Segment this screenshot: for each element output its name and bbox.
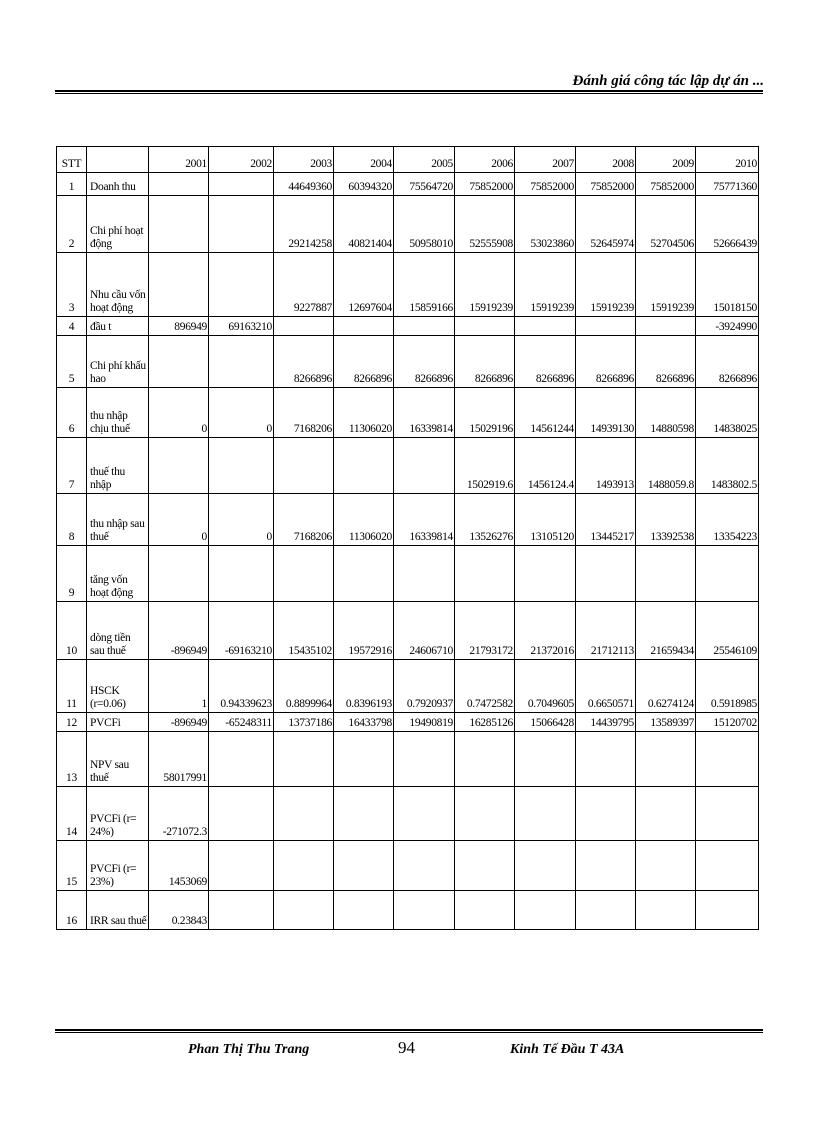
- table-cell: 15018150: [696, 253, 759, 317]
- financial-table: [56, 146, 759, 930]
- table-cell: [209, 787, 274, 841]
- table-cell: 14880598: [636, 388, 696, 438]
- row-number: 7: [57, 438, 87, 494]
- table-cell: [149, 253, 209, 317]
- table-row: [57, 317, 759, 336]
- table-cell: -896949: [149, 713, 209, 732]
- table-cell: [274, 546, 334, 602]
- table-row: [57, 196, 759, 253]
- table-cell: 19490819: [394, 713, 455, 732]
- table-row: [57, 891, 759, 930]
- table-cell: 1483802.5: [696, 438, 759, 494]
- table-cell: 1453069: [149, 841, 209, 891]
- table-cell: 13354223: [696, 494, 759, 546]
- page-number: 94: [398, 1038, 415, 1057]
- table-cell: 15066428: [515, 713, 576, 732]
- row-number: 12: [57, 713, 87, 732]
- table-cell: [209, 336, 274, 388]
- table-cell: 52555908: [455, 196, 515, 253]
- table-cell: 14939130: [576, 388, 636, 438]
- table-cell: 21372016: [515, 602, 576, 660]
- table-cell: 21793172: [455, 602, 515, 660]
- table-cell: [455, 732, 515, 787]
- row-number: 4: [57, 317, 87, 336]
- table-cell: [149, 173, 209, 196]
- table-cell: [394, 841, 455, 891]
- row-number: 6: [57, 388, 87, 438]
- table-cell: [149, 546, 209, 602]
- row-number: 9: [57, 546, 87, 602]
- table-cell: [334, 317, 394, 336]
- table-cell: [696, 891, 759, 930]
- table-cell: 16285126: [455, 713, 515, 732]
- table-cell: [515, 787, 576, 841]
- table-row: [57, 546, 759, 602]
- table-cell: 75564720: [394, 173, 455, 196]
- row-label: Doanh thu: [87, 173, 149, 196]
- table-cell: [274, 317, 334, 336]
- row-label: Chi phí hoạt động: [87, 196, 149, 253]
- table-cell: 13392538: [636, 494, 696, 546]
- table-cell: 25546109: [696, 602, 759, 660]
- table-cell: 0.6650571: [576, 660, 636, 713]
- table-cell: 12697604: [334, 253, 394, 317]
- row-number: 11: [57, 660, 87, 713]
- table-cell: [696, 732, 759, 787]
- table-cell: 19572916: [334, 602, 394, 660]
- table-cell: 16339814: [394, 388, 455, 438]
- table-cell: [515, 546, 576, 602]
- table-cell: 0.5918985: [696, 660, 759, 713]
- table-cell: [394, 317, 455, 336]
- table-cell: [394, 787, 455, 841]
- row-label: Nhu cầu vốn hoạt động: [87, 253, 149, 317]
- table-cell: 15120702: [696, 713, 759, 732]
- table-cell: 896949: [149, 317, 209, 336]
- table-cell: 75852000: [636, 173, 696, 196]
- table-cell: 24606710: [394, 602, 455, 660]
- row-label: thu nhập sau thuế: [87, 494, 149, 546]
- table-cell: [149, 438, 209, 494]
- column-header: 2001: [149, 147, 209, 173]
- table-cell: 1493913: [576, 438, 636, 494]
- table-cell: 7168206: [274, 494, 334, 546]
- table-cell: [636, 546, 696, 602]
- table-cell: [455, 787, 515, 841]
- table-cell: 14439795: [576, 713, 636, 732]
- table-cell: [636, 841, 696, 891]
- table-cell: 0.94339623: [209, 660, 274, 713]
- table-cell: -65248311: [209, 713, 274, 732]
- column-header: 2010: [696, 147, 759, 173]
- row-number: 16: [57, 891, 87, 930]
- table-cell: 13445217: [576, 494, 636, 546]
- table-cell: 40821404: [334, 196, 394, 253]
- row-number: 13: [57, 732, 87, 787]
- table-cell: [636, 732, 696, 787]
- table-cell: 0.7472582: [455, 660, 515, 713]
- table-cell: 0.23843: [149, 891, 209, 930]
- table-cell: 15919239: [455, 253, 515, 317]
- table-cell: 15919239: [636, 253, 696, 317]
- table-cell: [515, 891, 576, 930]
- table-cell: [274, 841, 334, 891]
- row-number: 10: [57, 602, 87, 660]
- table-cell: 16433798: [334, 713, 394, 732]
- footer-rule: [55, 1029, 763, 1033]
- table-cell: [394, 546, 455, 602]
- row-label: IRR sau thuế: [87, 891, 149, 930]
- table-cell: 1456124.4: [515, 438, 576, 494]
- table-cell: 0: [209, 494, 274, 546]
- table-cell: 0: [149, 388, 209, 438]
- table-cell: 29214258: [274, 196, 334, 253]
- table-cell: 8266896: [274, 336, 334, 388]
- header-rule: [55, 90, 763, 94]
- table-cell: [515, 732, 576, 787]
- table-cell: 15435102: [274, 602, 334, 660]
- table-cell: [209, 196, 274, 253]
- table-cell: 50958010: [394, 196, 455, 253]
- table-cell: 0.8899964: [274, 660, 334, 713]
- table-cell: [334, 841, 394, 891]
- table-cell: 7168206: [274, 388, 334, 438]
- row-number: 14: [57, 787, 87, 841]
- table-cell: 21659434: [636, 602, 696, 660]
- table-cell: 13737186: [274, 713, 334, 732]
- table-cell: 9227887: [274, 253, 334, 317]
- table-cell: 13589397: [636, 713, 696, 732]
- table-cell: 8266896: [394, 336, 455, 388]
- table-row: [57, 787, 759, 841]
- table-cell: -896949: [149, 602, 209, 660]
- table-row: [57, 173, 759, 196]
- row-label: tăng vốn hoạt động: [87, 546, 149, 602]
- column-header: 2005: [394, 147, 455, 173]
- table-cell: [149, 196, 209, 253]
- table-cell: 15919239: [515, 253, 576, 317]
- table-cell: 8266896: [636, 336, 696, 388]
- table-row: [57, 732, 759, 787]
- table-cell: [334, 787, 394, 841]
- table-cell: 75771360: [696, 173, 759, 196]
- table-cell: 69163210: [209, 317, 274, 336]
- table-cell: 75852000: [515, 173, 576, 196]
- table-cell: 75852000: [576, 173, 636, 196]
- table-row: [57, 841, 759, 891]
- column-header: 2004: [334, 147, 394, 173]
- row-label: dòng tiền sau thuế: [87, 602, 149, 660]
- table-cell: [334, 438, 394, 494]
- table-cell: [455, 546, 515, 602]
- column-header: 2002: [209, 147, 274, 173]
- table-cell: 13526276: [455, 494, 515, 546]
- table-cell: [394, 891, 455, 930]
- table-cell: 21712113: [576, 602, 636, 660]
- table-cell: [334, 546, 394, 602]
- table-cell: [576, 787, 636, 841]
- table-cell: 53023860: [515, 196, 576, 253]
- table-cell: [515, 841, 576, 891]
- table-cell: 8266896: [455, 336, 515, 388]
- table-cell: 58017991: [149, 732, 209, 787]
- table-cell: 75852000: [455, 173, 515, 196]
- table-cell: [209, 546, 274, 602]
- table-header-row: [57, 147, 759, 173]
- table-cell: [209, 732, 274, 787]
- table-cell: [209, 438, 274, 494]
- row-label: Chi phí khấu hao: [87, 336, 149, 388]
- column-header: 2003: [274, 147, 334, 173]
- table-cell: 0: [209, 388, 274, 438]
- row-label: PVCFi (r= 24%): [87, 787, 149, 841]
- table-cell: [334, 732, 394, 787]
- table-cell: [576, 317, 636, 336]
- table-cell: 52645974: [576, 196, 636, 253]
- column-header: 2009: [636, 147, 696, 173]
- footer-class: Kinh Tế Đầu T 43A: [510, 1042, 625, 1057]
- table-cell: 15859166: [394, 253, 455, 317]
- table-cell: [455, 317, 515, 336]
- table-row: [57, 438, 759, 494]
- table-cell: -69163210: [209, 602, 274, 660]
- table-cell: 1: [149, 660, 209, 713]
- table-cell: [274, 891, 334, 930]
- table-cell: 15029196: [455, 388, 515, 438]
- table-cell: 14561244: [515, 388, 576, 438]
- table-cell: 8266896: [576, 336, 636, 388]
- table-cell: 8266896: [334, 336, 394, 388]
- table-cell: 0: [149, 494, 209, 546]
- table-cell: [209, 841, 274, 891]
- table-cell: [636, 317, 696, 336]
- table-cell: [576, 891, 636, 930]
- table-cell: 8266896: [515, 336, 576, 388]
- table-cell: 1488059.8: [636, 438, 696, 494]
- table-cell: 16339814: [394, 494, 455, 546]
- footer-author: Phan Thị Thu Trang: [188, 1042, 310, 1057]
- table-cell: [394, 732, 455, 787]
- table-cell: 11306020: [334, 494, 394, 546]
- table-cell: 0.7049605: [515, 660, 576, 713]
- table-cell: [274, 438, 334, 494]
- table-cell: 44649360: [274, 173, 334, 196]
- table-cell: [334, 891, 394, 930]
- table-cell: [455, 841, 515, 891]
- table-cell: 8266896: [696, 336, 759, 388]
- row-number: 15: [57, 841, 87, 891]
- row-label: NPV sau thuế: [87, 732, 149, 787]
- table-row: [57, 494, 759, 546]
- table-cell: 0.8396193: [334, 660, 394, 713]
- column-header: 2008: [576, 147, 636, 173]
- row-label: PVCFi: [87, 713, 149, 732]
- column-header: 2006: [455, 147, 515, 173]
- table-cell: -271072.3: [149, 787, 209, 841]
- column-header: 2007: [515, 147, 576, 173]
- table-cell: 15919239: [576, 253, 636, 317]
- table-row: [57, 602, 759, 660]
- row-number: 2: [57, 196, 87, 253]
- column-header: [87, 147, 149, 173]
- table-cell: [636, 891, 696, 930]
- table-cell: 11306020: [334, 388, 394, 438]
- table-cell: [394, 438, 455, 494]
- table-cell: [209, 891, 274, 930]
- row-number: 3: [57, 253, 87, 317]
- table-cell: [696, 787, 759, 841]
- table-cell: [209, 173, 274, 196]
- table-row: [57, 388, 759, 438]
- table-row: [57, 660, 759, 713]
- row-label: thuế thu nhập: [87, 438, 149, 494]
- table-row: [57, 253, 759, 317]
- table-row: [57, 713, 759, 732]
- table-cell: 13105120: [515, 494, 576, 546]
- column-header: STT: [57, 147, 87, 173]
- table-row: [57, 336, 759, 388]
- table-cell: [274, 787, 334, 841]
- table-cell: [455, 891, 515, 930]
- header-title: Đánh giá công tác lập dự án ...: [572, 73, 764, 89]
- table-cell: [209, 253, 274, 317]
- row-label: HSCK (r=0.06): [87, 660, 149, 713]
- table-cell: [636, 787, 696, 841]
- row-number: 1: [57, 173, 87, 196]
- table-cell: 0.7920937: [394, 660, 455, 713]
- table-cell: [576, 546, 636, 602]
- row-label: PVCFi (r= 23%): [87, 841, 149, 891]
- table-cell: 1502919.6: [455, 438, 515, 494]
- table-cell: 52666439: [696, 196, 759, 253]
- row-label: đầu t: [87, 317, 149, 336]
- table-cell: 0.6274124: [636, 660, 696, 713]
- table-cell: [576, 841, 636, 891]
- table-cell: [576, 732, 636, 787]
- table-cell: [274, 732, 334, 787]
- table-cell: [515, 317, 576, 336]
- row-label: thu nhập chịu thuế: [87, 388, 149, 438]
- table-cell: 14838025: [696, 388, 759, 438]
- table-cell: 52704506: [636, 196, 696, 253]
- table-cell: -3924990: [696, 317, 759, 336]
- table-cell: [696, 841, 759, 891]
- table-cell: [696, 546, 759, 602]
- row-number: 8: [57, 494, 87, 546]
- row-number: 5: [57, 336, 87, 388]
- table-cell: [149, 336, 209, 388]
- table-cell: 60394320: [334, 173, 394, 196]
